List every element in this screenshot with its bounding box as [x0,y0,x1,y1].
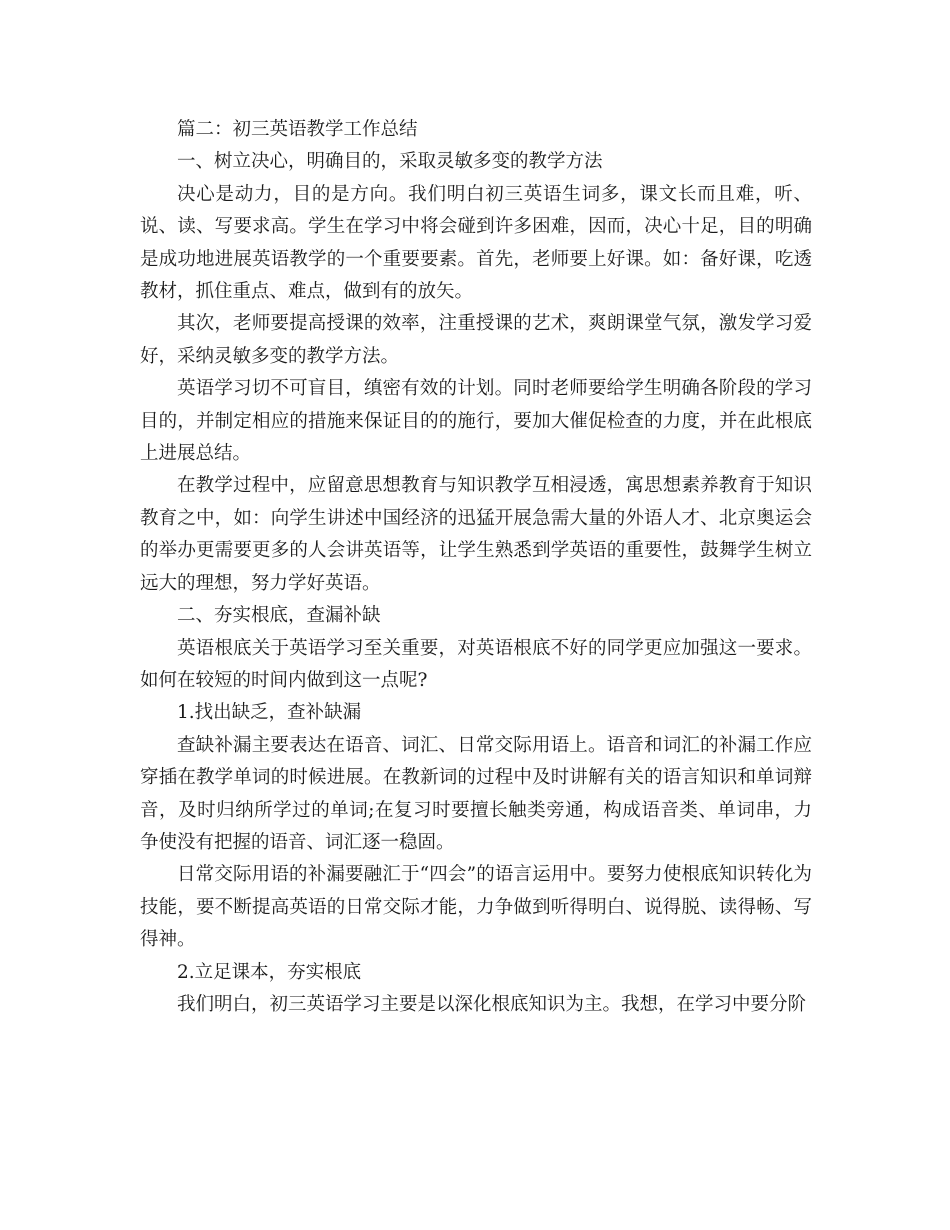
paragraph: 查缺补漏主要表达在语音、词汇、日常交际用语上。语音和词汇的补漏工作应穿插在教学单词的时候进展。在教新词的过程中及时讲解有关的语言知识和单词辩音，及时归纳所学过的单词;在复习时要擅长触类旁通，构成语音类、单词串，力争使没有把握的语音、词汇逐一稳固。 [140,734,812,853]
paragraph: 英语根底关于英语学习至关重要，对英语根底不好的同学更应加强这一要求。如何在较短的时间内做到这一点呢? [140,637,812,691]
subsection-heading-2: 2.立足课本，夯实根底 [177,961,362,983]
subsection-heading-1: 1.找出缺乏，查补缺漏 [177,702,362,724]
section-heading-1: 一、树立决心，明确目的，采取灵敏多变的教学方法 [177,151,603,173]
paragraph: 日常交际用语的补漏要融汇于“四会”的语言运用中。要努力使根底知识转化为技能，要不断提高英语的日常交际才能，力争做到听得明白、说得脱、读得畅、写得神。 [140,864,812,951]
paragraph: 决心是动力，目的是方向。我们明白初三英语生词多，课文长而且难，听、说、读、写要求高。学生在学习中将会碰到许多困难，因而，决心十足，目的明确是成功地进展英语教学的一个重要要素。首先，老师要上好课。如：备好课，吃透教材，抓住重点、难点，做到有的放矢。 [140,183,812,303]
paragraph: 英语学习切不可盲目，缜密有效的计划。同时老师要给学生明确各阶段的学习目的，并制定相应的措施来保证目的的施行，要加大催促检查的力度，并在此根底上进展总结。 [140,378,812,465]
paragraph: 其次，老师要提高授课的效率，注重授课的艺术，爽朗课堂气氛，激发学习爱好，采纳灵敏多变的教学方法。 [140,313,812,367]
document-body [140,114,812,1021]
section-heading-2: 二、夯实根底，查漏补缺 [177,605,381,627]
paragraph: 在教学过程中，应留意思想教育与知识教学互相浸透，寓思想素养教育于知识教育之中，如：向学生讲述中国经济的迅猛开展急需大量的外语人才、北京奥运会的举办更需要更多的人会讲英语等，让学生熟悉到学英语的重要性，鼓舞学生树立远大的理想，努力学好英语。 [140,475,812,594]
article-title: 篇二：初三英语教学工作总结 [177,119,418,140]
paragraph: 我们明白，初三英语学习主要是以深化根底知识为主。我想，在学习中要分阶 [177,993,807,1015]
